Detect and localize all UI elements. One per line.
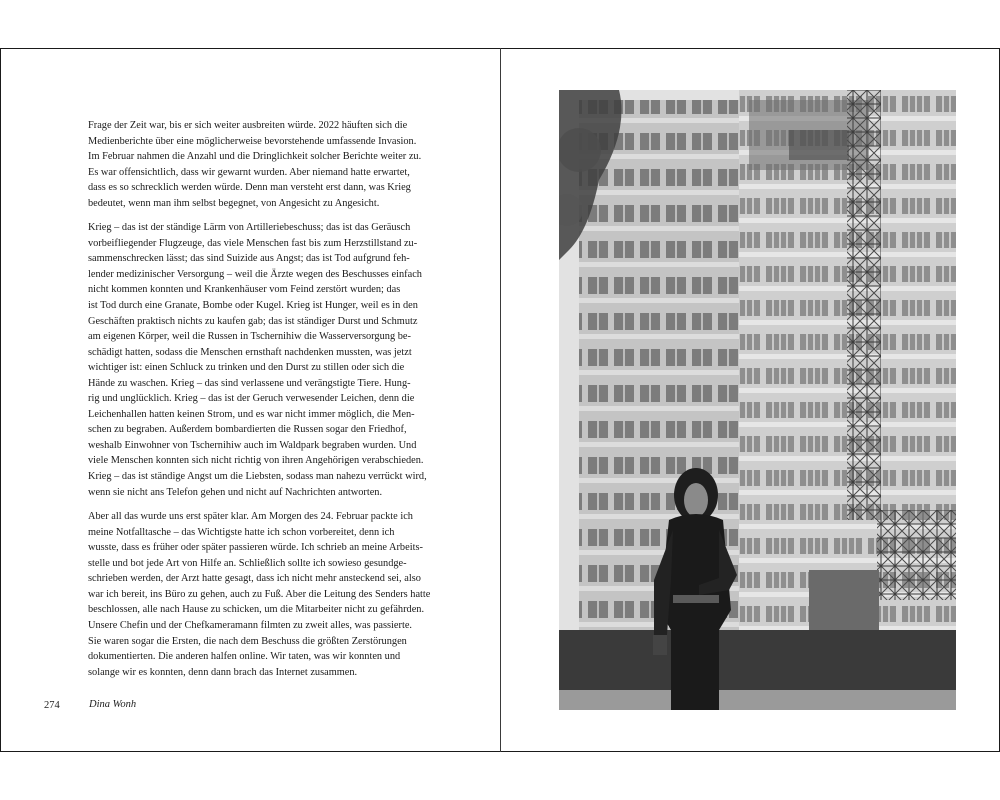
paragraph-1: Frage der Zeit war, bis er sich weiter ausbreiten würde. 2022 häuften sich die Medienberichte über eine möglicherweise bevorstehende umfassende Invasion. Im Februar nahmen die Anzahl und die Dringlichkeit solcher Berichte weiter zu. Es war offensichtlich, dass wir gewarnt wurden. Aber niemand hatte erwartet, dass es so schrecklich werden würde. Denn man versteht erst dann, was Krieg bedeutet, wenn man ihm selbst begegnet, von Angesicht zu Angesicht. bbox=[88, 120, 422, 209]
running-footer-author: Dina Wonh bbox=[89, 699, 137, 710]
book-spread bbox=[0, 48, 1000, 752]
photo-illustration bbox=[559, 90, 956, 710]
paragraph-3: Aber all das wurde uns erst später klar. Am Morgen des 24. Februar packte ich meine Notfalltasche – das Wichtigste hatte ich schon vorbereitet, denn ich wusste, dass es früher oder später passieren würde. Ich schrieb an meine Arbeits- stelle und bot jede Art von Hilfe an. Schließlich sollte ich sowieso gesundge- schrieben werden, der Arzt hatte gesagt, dass ich nicht mehr ansteckend sei, also war ich bereit, ins Büro zu gehen, auch zu Fuß. Aber die Leitung des Senders hatte beschlossen, alle nach Hause zu schicken, um die Mitarbeiter nicht zu gefährden. Unsere Chefin und der Chefkameramann filmten zu zweit alles, was passierte. Sie waren sogar die Ersten, die nach dem Beschuss die größten Zerstörungen dokumentierten. Die anderen halfen online. Wir taten, was wir konnten und solange wir es konnten, denn dann brach das Internet zusammen. bbox=[88, 511, 431, 678]
left-page bbox=[0, 48, 500, 752]
photograph bbox=[559, 90, 956, 710]
body-text bbox=[88, 118, 441, 689]
paragraph-2: Krieg – das ist der ständige Lärm von Artilleriebeschuss; das ist das Geräusch vorbeifliegender Flugzeuge, das viele Menschen fast bis zum Herzstillstand zu- sammenschrecken lässt; das sind Suizide aus Angst; das ist Tod aufgrund feh- lender medizinischer Versorgung – weil die Ärzte wegen des Beschusses einfach nicht kommen konnten und Krankenhäuser vom Feind zerstört wurden; das ist Tod durch eine Granate, Bombe oder Kugel. Krieg ist Hunger, weil es in den Geschäften praktisch nichts zu kaufen gab; das ist ständiger Durst und Schmutz am eigenen Körper, weil die Russen in Tschernihiw die Wasserversorgung be- schädigt hatten, sodass die Menschen ernsthaft nachdenken mussten, was jetzt wichtiger ist: einen Schluck zu trinken und den Durst zu stillen oder sich die Hände zu waschen. Krieg – das sind verlassene und verängstigte Tiere. Hung- rig und unglücklich. Krieg – das ist der Geruch verwesender Leichen, denn die Leichenhallen hatten keinen Strom, und es war nicht immer möglich, die Men- schen zu begraben. Außerdem bombardierten die Russen sogar den Friedhof, weshalb Einwohner von Tschernihiw auch im Waldpark begraben wurden. Und viele Menschen konnten sich nicht richtig von ihren Angehörigen verabschieden. Krieg – das ist ständige Angst um die Liebsten, sodass man nahezu verrückt wird, wenn sie nicht ans Telefon gehen und nicht auf Nachrichten antworten. bbox=[88, 222, 427, 498]
right-page bbox=[501, 48, 1000, 752]
page-number: 274 bbox=[44, 700, 60, 711]
